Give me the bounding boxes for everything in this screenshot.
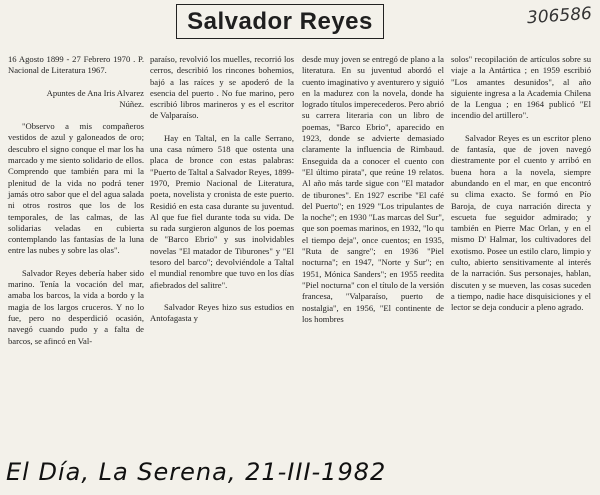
column-1-paragraph-1: "Observo a mis compañeros vestidos de azul y galoneados de oro; descubro el signo conque el mar los ha marcado y me siento solidario de ellos. Comprendo que también para mi la plenitud de la vida no podrá tener jamás otro sabor que el del agua salada ni otros rostros que los de los temporales, de las calmas, de las solidarias veladas en cubierta contemplando las fantasías de la luna entre las nubes y sobre las olas". [8,121,144,256]
column-2-paragraph-3: Salvador Reyes hizo sus estudios en Antofagasta y [150,301,294,324]
article-title: Salvador Reyes [176,4,384,39]
column-1-paragraph-2: Salvador Reyes debería haber sido marino. Tenía la vocación del mar, amaba los barcos, la vida a bordo y la magia de los largos cruceros. Y no lo fue, pero no desperdició ocasión, navegó cuando pudo y a falta de barcos, se afincó en Val- [8,267,144,346]
column-1 [8,54,144,358]
handwritten-source-note: El Día, La Serena, 21-III-1982 [6,458,387,486]
column-2-paragraph-2: Hay en Taltal, en la calle Serrano, una casa número 518 que ostenta una placa de bronce con estas palabras: "Puerto de Taltal a Salvador Reyes, 1899-1970, Premio Nacional de Literatura, poeta, novelista y cronista de este puerto. Residió en esta casa durante su juventud. Al que fue fiel durante toda su vida. De su rada surgieron algunos de los poemas de "Barco Ebrio" y sus inolvidables novelas "El matador de Tiburones" y "El tesoro del barco"; devolviéndole a Taltal el mundial renombre que tuvo en los días afiebrados del salitre". [150,132,294,290]
column-4-paragraph-1: solos" recopilación de artículos sobre su viaje a la Antártica ; en 1959 escribió "Los amantes desunidos", al año siguiente ingresa a la Academia Chilena de la Lengua ; en 1964 publicó "El incendio del artillero". [451,54,591,121]
column-2 [150,54,294,336]
column-3 [302,54,444,336]
author-dates: 16 Agosto 1899 - 27 Febrero 1970 . P. Nacional de Literatura 1967. [8,54,144,76]
article-credit: Apuntes de Ana Iris Alvarez Núñez. [46,87,144,109]
column-2-paragraph-1: paraíso, revolvió los muelles, recorrió los cerros, describió los rincones bohemios, bajó a las raíces y se apoderó de la esencia del puerto . No fue marino, pero escribió libros marineros y es el escritor de Valparaíso. [150,54,294,121]
archive-number: 306586 [526,3,593,29]
column-4-paragraph-2: Salvador Reyes es un escritor pleno de fantasía, que de joven navegó diestramente por el cuento y arribó en buena hora a la novela, siempre abundando en el mar, en que encontró su clima exacto. Se formó en Pío Baroja, de cuya narración directa y escueta fue seguidor admirado; y también en Pierre Mac Orlan, y en el mismo D' Halmar, los cultivadores del exotismo. Posee un estilo claro, limpio y culto, abierto sensitivamente al interés de la narración. Sus personajes, hablan, discuten y se mueven, las cosas suceden a tiempo, nadie hace disquisiciones y el lector se deja conducir a pleno agrado. [451,132,591,313]
column-3-paragraph-1: desde muy joven se entregó de plano a la literatura. En su juventud abordó el cuento imaginativo y aventurero y siguió en la madurez con la novela, donde ha logrado títulos imperecederos. Pero abrió su carrera literaria con un libro de poemas, "Barco Ebrio", aparecido en 1923, donde se advierte demasiado claramente la influencia de Rimbaud. Enseguida da a conocer el cuento con "El último pirata", que reúne 19 relatos. Al año más tarde sigue con "El matador de tiburones". En 1927 escribe "El café del Puerto"; en 1929 "Los tripulantes de la noche"; en 1930 "Las marcas del Sur", que son poemas marinos, en 1932, "lo qu el tiempo deja", once cuentos; en 1935, "Ruta de sangre"; en 1936 "Piel nocturna"; en 1947, "Norte y Sur"; en 1951, Mónica Sanders"; en 1955 reedita "Piel nocturna" con el título de la versión francesa, "Valparaíso, puerto de nostalgia", en 1956, "El continente de los hombres [302,54,444,324]
column-4 [451,54,591,325]
